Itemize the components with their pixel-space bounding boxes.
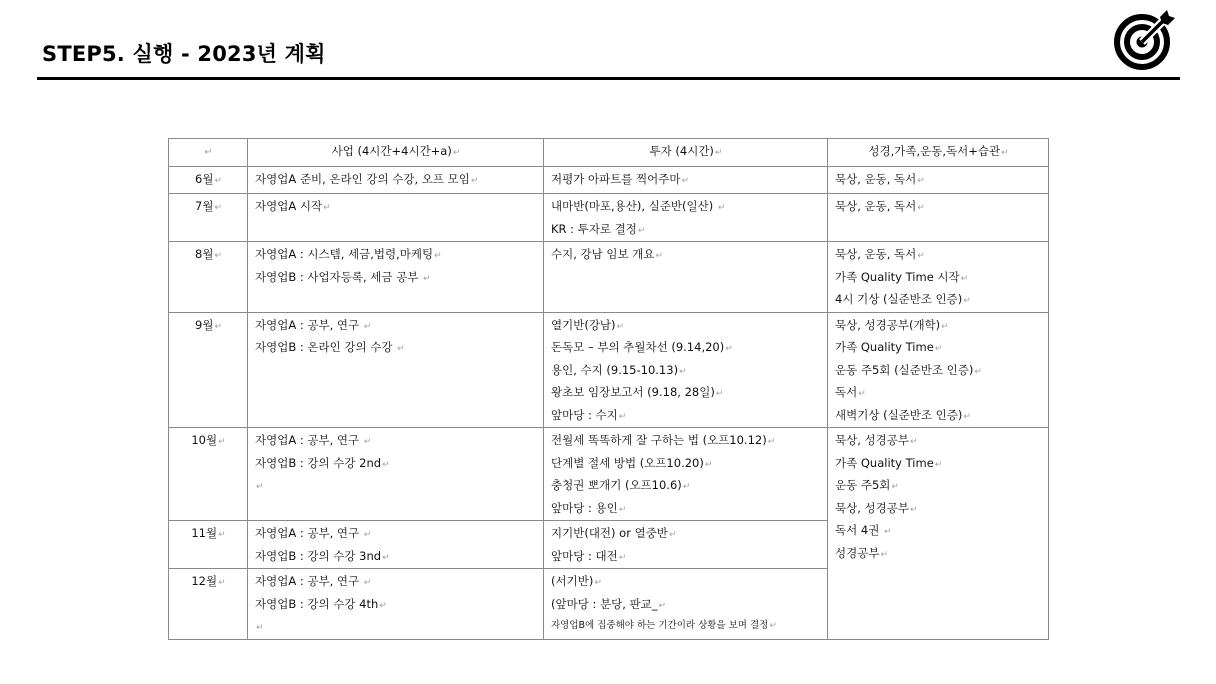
- month-cell: [169, 428, 248, 521]
- paragraph-mark-icon: ↵: [382, 459, 390, 470]
- business-line: [255, 195, 537, 218]
- paragraph-mark-icon: ↵: [618, 411, 627, 422]
- business-cell: [248, 166, 544, 194]
- invest-line-text: 충청권 뽀개기 (오프10.6): [551, 478, 682, 492]
- paragraph-mark-icon: ↵: [974, 366, 982, 377]
- business-line: [255, 266, 537, 289]
- invest-line: [551, 404, 821, 427]
- habits-line: [835, 542, 1042, 565]
- business-cell: [248, 242, 544, 313]
- paragraph-mark-icon: ↵: [594, 578, 602, 588]
- habits-line-text: 운동 주5회: [835, 478, 891, 492]
- habits-line-text: 묵상, 성경공부: [835, 500, 909, 515]
- paragraph-mark-icon: ↵: [214, 251, 222, 261]
- month-label: 9월: [195, 317, 214, 332]
- paragraph-mark-icon: ↵: [218, 578, 226, 588]
- month-label: 11월: [191, 526, 218, 540]
- invest-line-text: 왕초보 임장보고서 (9.18, 28일): [551, 385, 715, 399]
- paragraph-mark-icon: ↵: [715, 389, 724, 399]
- paragraph-mark-icon: ↵: [397, 344, 405, 354]
- business-line-text: 자영업A 준비, 온라인 강의 수강, 오프 모임: [255, 171, 470, 186]
- paragraph-mark-icon: ↵: [883, 527, 892, 537]
- invest-line: [551, 168, 821, 191]
- paragraph-mark-icon: ↵: [616, 321, 625, 332]
- habits-line: [835, 288, 1042, 311]
- paragraph-mark-icon: ↵: [382, 552, 390, 563]
- paragraph-mark-icon: ↵: [909, 504, 918, 515]
- invest-line: [551, 314, 821, 337]
- invest-line-text: 앞마당 : 수지: [551, 407, 618, 422]
- habits-line-text: 묵상, 성경공부(개학): [835, 317, 941, 332]
- business-cell: [248, 428, 544, 521]
- habits-cell: [828, 166, 1049, 194]
- invest-line-text: KR : 투자로 결정: [551, 221, 637, 236]
- paragraph-mark-icon: ↵: [256, 482, 264, 492]
- habits-line-text: 성경공부: [835, 545, 880, 560]
- invest-cell: [544, 166, 828, 194]
- business-cell: [248, 569, 544, 640]
- business-line: [255, 429, 537, 452]
- habits-line: [835, 195, 1042, 218]
- paragraph-mark-icon: ↵: [323, 203, 331, 213]
- invest-line: [551, 570, 821, 593]
- invest-line: [551, 195, 821, 218]
- paragraph-mark-icon: ↵: [218, 530, 226, 540]
- habits-line: [835, 314, 1042, 337]
- table-row: [169, 194, 1049, 242]
- habits-cell-merged: [828, 428, 1049, 640]
- business-line: [255, 336, 537, 359]
- business-line-text: 자영업A 시작: [255, 199, 323, 213]
- business-line: [255, 570, 537, 593]
- paragraph-mark-icon: ↵: [934, 344, 943, 354]
- paragraph-mark-icon: ↵: [470, 175, 479, 186]
- paragraph-mark-icon: ↵: [682, 482, 691, 492]
- month-cell: [169, 242, 248, 313]
- column-header: [828, 139, 1049, 167]
- paragraph-mark-icon: ↵: [963, 411, 971, 422]
- page-title: STEP5. 실행 - 2023년 계획: [42, 42, 326, 66]
- business-line-text: 자영업A : 공부, 연구: [255, 317, 363, 332]
- paragraph-mark-icon: ↵: [423, 273, 431, 284]
- column-header: [544, 139, 828, 167]
- paragraph-mark-icon: ↵: [960, 273, 969, 284]
- habits-line: [835, 519, 1042, 542]
- paragraph-mark-icon: ↵: [452, 148, 461, 158]
- business-cell: [248, 312, 544, 428]
- paragraph-mark-icon: ↵: [218, 437, 226, 447]
- invest-line-text: 용인, 수지 (9.15-10.13): [551, 362, 679, 377]
- invest-cell: [544, 569, 828, 640]
- invest-note-text: 자영업B에 집중해야 하는 기간이라 상황을 보며 결정: [551, 620, 769, 631]
- habits-line-text: 운동 주5회 (실준반조 인증): [835, 362, 974, 377]
- habits-line: [835, 168, 1042, 191]
- habits-line-text: 묵상, 운동, 독서: [835, 199, 917, 213]
- paragraph-mark-icon: ↵: [858, 389, 866, 399]
- month-label: 6월: [195, 171, 214, 186]
- habits-line-text: 독서: [835, 385, 858, 399]
- invest-line-text: 돈독모 – 부의 추월차선 (9.14,20): [551, 340, 725, 354]
- business-line-text: 자영업B : 강의 수강 3nd: [255, 548, 382, 563]
- month-label: 8월: [195, 247, 214, 261]
- paragraph-mark-icon: ↵: [963, 296, 971, 306]
- invest-line: [551, 474, 821, 497]
- business-line-text: 자영업B : 강의 수강 4th: [255, 596, 379, 611]
- invest-line: [551, 593, 821, 616]
- paragraph-mark-icon: ↵: [704, 459, 713, 470]
- paragraph-mark-icon: ↵: [256, 623, 264, 633]
- invest-line-text: 지기반(대전) or 열중반: [551, 526, 668, 540]
- paragraph-mark-icon: ↵: [679, 366, 687, 377]
- invest-line: [551, 381, 821, 404]
- business-line: [255, 452, 537, 475]
- title-underline: [37, 77, 1180, 80]
- paragraph-mark-icon: ↵: [725, 344, 733, 354]
- invest-line: [551, 522, 821, 545]
- invest-line-text: 수지, 강남 임보 개요: [551, 247, 655, 261]
- habits-line: [835, 243, 1042, 266]
- month-label: 7월: [195, 199, 214, 213]
- habits-line: [835, 266, 1042, 289]
- month-cell: [169, 166, 248, 194]
- paragraph-mark-icon: ↵: [363, 578, 372, 588]
- paragraph-mark-icon: ↵: [917, 175, 925, 186]
- habits-line-text: 새벽기상 (실준반조 인증): [835, 407, 963, 422]
- month-cell: [169, 194, 248, 242]
- invest-line: [551, 359, 821, 382]
- invest-line-text: 단계별 절세 방법 (오프10.20): [551, 455, 704, 470]
- habits-line: [835, 429, 1042, 452]
- paragraph-mark-icon: ↵: [714, 148, 723, 158]
- paragraph-mark-icon: ↵: [363, 530, 372, 540]
- invest-line-text: (서기반): [551, 574, 594, 588]
- paragraph-mark-icon: ↵: [917, 203, 925, 213]
- paragraph-mark-icon: ↵: [204, 147, 213, 158]
- column-header-label: 투자 (4시간): [649, 144, 714, 158]
- invest-line-text: 앞마당 : 대전: [551, 548, 618, 563]
- habits-cell: [828, 194, 1049, 242]
- invest-line: [551, 452, 821, 475]
- habits-line: [835, 497, 1042, 520]
- target-arrow-icon: [1112, 8, 1176, 72]
- business-cell: [248, 194, 544, 242]
- paragraph-mark-icon: ↵: [934, 459, 943, 470]
- paragraph-mark-icon: ↵: [880, 549, 888, 560]
- habits-line-text: 묵상, 운동, 독서: [835, 247, 917, 261]
- business-line: [255, 593, 537, 616]
- habits-line-text: 가족 Quality Time 시작: [835, 269, 960, 284]
- invest-line: [551, 336, 821, 359]
- month-cell: [169, 569, 248, 640]
- habits-cell: [828, 312, 1049, 428]
- table-header-row: [169, 139, 1049, 167]
- business-line-text: 자영업A : 공부, 연구: [255, 526, 363, 540]
- paragraph-mark-icon: ↵: [668, 530, 677, 540]
- business-line-text: 자영업A : 공부, 연구: [255, 433, 363, 447]
- invest-line: [551, 243, 821, 266]
- paragraph-mark-icon: ↵: [1001, 148, 1009, 158]
- paragraph-mark-icon: ↵: [618, 552, 627, 563]
- business-line-text: 자영업B : 온라인 강의 수강: [255, 340, 397, 354]
- invest-cell: [544, 194, 828, 242]
- invest-cell: [544, 242, 828, 313]
- paragraph-mark-icon: ↵: [379, 600, 387, 611]
- paragraph-mark-icon: ↵: [717, 203, 726, 213]
- habits-line-text: 가족 Quality Time: [835, 340, 934, 354]
- paragraph-mark-icon: ↵: [363, 437, 372, 447]
- paragraph-mark-icon: ↵: [941, 321, 949, 332]
- habits-line: [835, 474, 1042, 497]
- month-cell: [169, 312, 248, 428]
- invest-cell: [544, 428, 828, 521]
- paragraph-mark-icon: ↵: [658, 600, 667, 611]
- invest-line: [551, 497, 821, 520]
- paragraph-mark-icon: ↵: [769, 621, 777, 631]
- paragraph-mark-icon: ↵: [767, 437, 776, 447]
- paragraph-mark-icon: ↵: [214, 321, 222, 332]
- habits-line-text: 독서 4권: [835, 523, 883, 537]
- habits-cell: [828, 242, 1049, 313]
- invest-line-text: 앞마당 : 용인: [551, 500, 618, 515]
- invest-note: [551, 615, 821, 638]
- business-line-text: 자영업A : 시스템, 세금,법령,마케팅: [255, 247, 434, 261]
- table-row: [169, 428, 1049, 521]
- business-line: [255, 615, 537, 638]
- business-line: [255, 474, 537, 497]
- habits-line: [835, 452, 1042, 475]
- habits-line: [835, 404, 1042, 427]
- habits-line: [835, 336, 1042, 359]
- paragraph-mark-icon: ↵: [363, 321, 372, 332]
- paragraph-mark-icon: ↵: [909, 437, 918, 447]
- paragraph-mark-icon: ↵: [655, 251, 664, 261]
- habits-line-text: 묵상, 성경공부: [835, 433, 909, 447]
- table-row: [169, 242, 1049, 313]
- business-line-text: 자영업B : 사업자등록, 세금 공부: [255, 269, 423, 284]
- paragraph-mark-icon: ↵: [637, 225, 646, 236]
- business-cell: [248, 521, 544, 569]
- invest-line: [551, 218, 821, 241]
- paragraph-mark-icon: ↵: [434, 251, 442, 261]
- paragraph-mark-icon: ↵: [891, 482, 899, 492]
- paragraph-mark-icon: ↵: [214, 203, 222, 213]
- paragraph-mark-icon: ↵: [681, 175, 690, 186]
- month-label: 10월: [191, 433, 218, 447]
- business-line: [255, 545, 537, 568]
- corner-cell: [169, 139, 248, 167]
- paragraph-mark-icon: ↵: [214, 175, 222, 186]
- invest-cell: [544, 521, 828, 569]
- month-cell: [169, 521, 248, 569]
- invest-line: [551, 545, 821, 568]
- habits-line-text: 묵상, 운동, 독서: [835, 171, 917, 186]
- business-line: [255, 522, 537, 545]
- business-line-text: 자영업A : 공부, 연구: [255, 574, 363, 588]
- business-line: [255, 314, 537, 337]
- paragraph-mark-icon: ↵: [618, 504, 627, 515]
- paragraph-mark-icon: ↵: [917, 251, 925, 261]
- table-row: [169, 312, 1049, 428]
- plan-table: [168, 138, 1049, 640]
- business-line: [255, 243, 537, 266]
- invest-line-text: (앞마당 : 분당, 판교_: [551, 596, 658, 611]
- invest-line-text: 저평가 아파트를 찍어주마: [551, 171, 681, 186]
- invest-line-text: 내마반(마포,용산), 실준반(일산): [551, 199, 717, 213]
- column-header-label: 사업 (4시간+4시간+a): [331, 144, 452, 158]
- invest-line-text: 열기반(강남): [551, 317, 616, 332]
- invest-cell: [544, 312, 828, 428]
- business-line: [255, 168, 537, 191]
- invest-line: [551, 429, 821, 452]
- business-line-text: 자영업B : 강의 수강 2nd: [255, 455, 382, 470]
- table-row: [169, 166, 1049, 194]
- habits-line-text: 4시 기상 (실준반조 인증): [835, 292, 963, 306]
- habits-line-text: 가족 Quality Time: [835, 455, 934, 470]
- habits-line: [835, 359, 1042, 382]
- month-label: 12월: [191, 574, 218, 588]
- column-header: [248, 139, 544, 167]
- habits-line: [835, 381, 1042, 404]
- column-header-label: 성경,가족,운동,독서+습관: [868, 144, 1001, 158]
- invest-line-text: 전월세 똑똑하게 잘 구하는 법 (오프10.12): [551, 433, 767, 447]
